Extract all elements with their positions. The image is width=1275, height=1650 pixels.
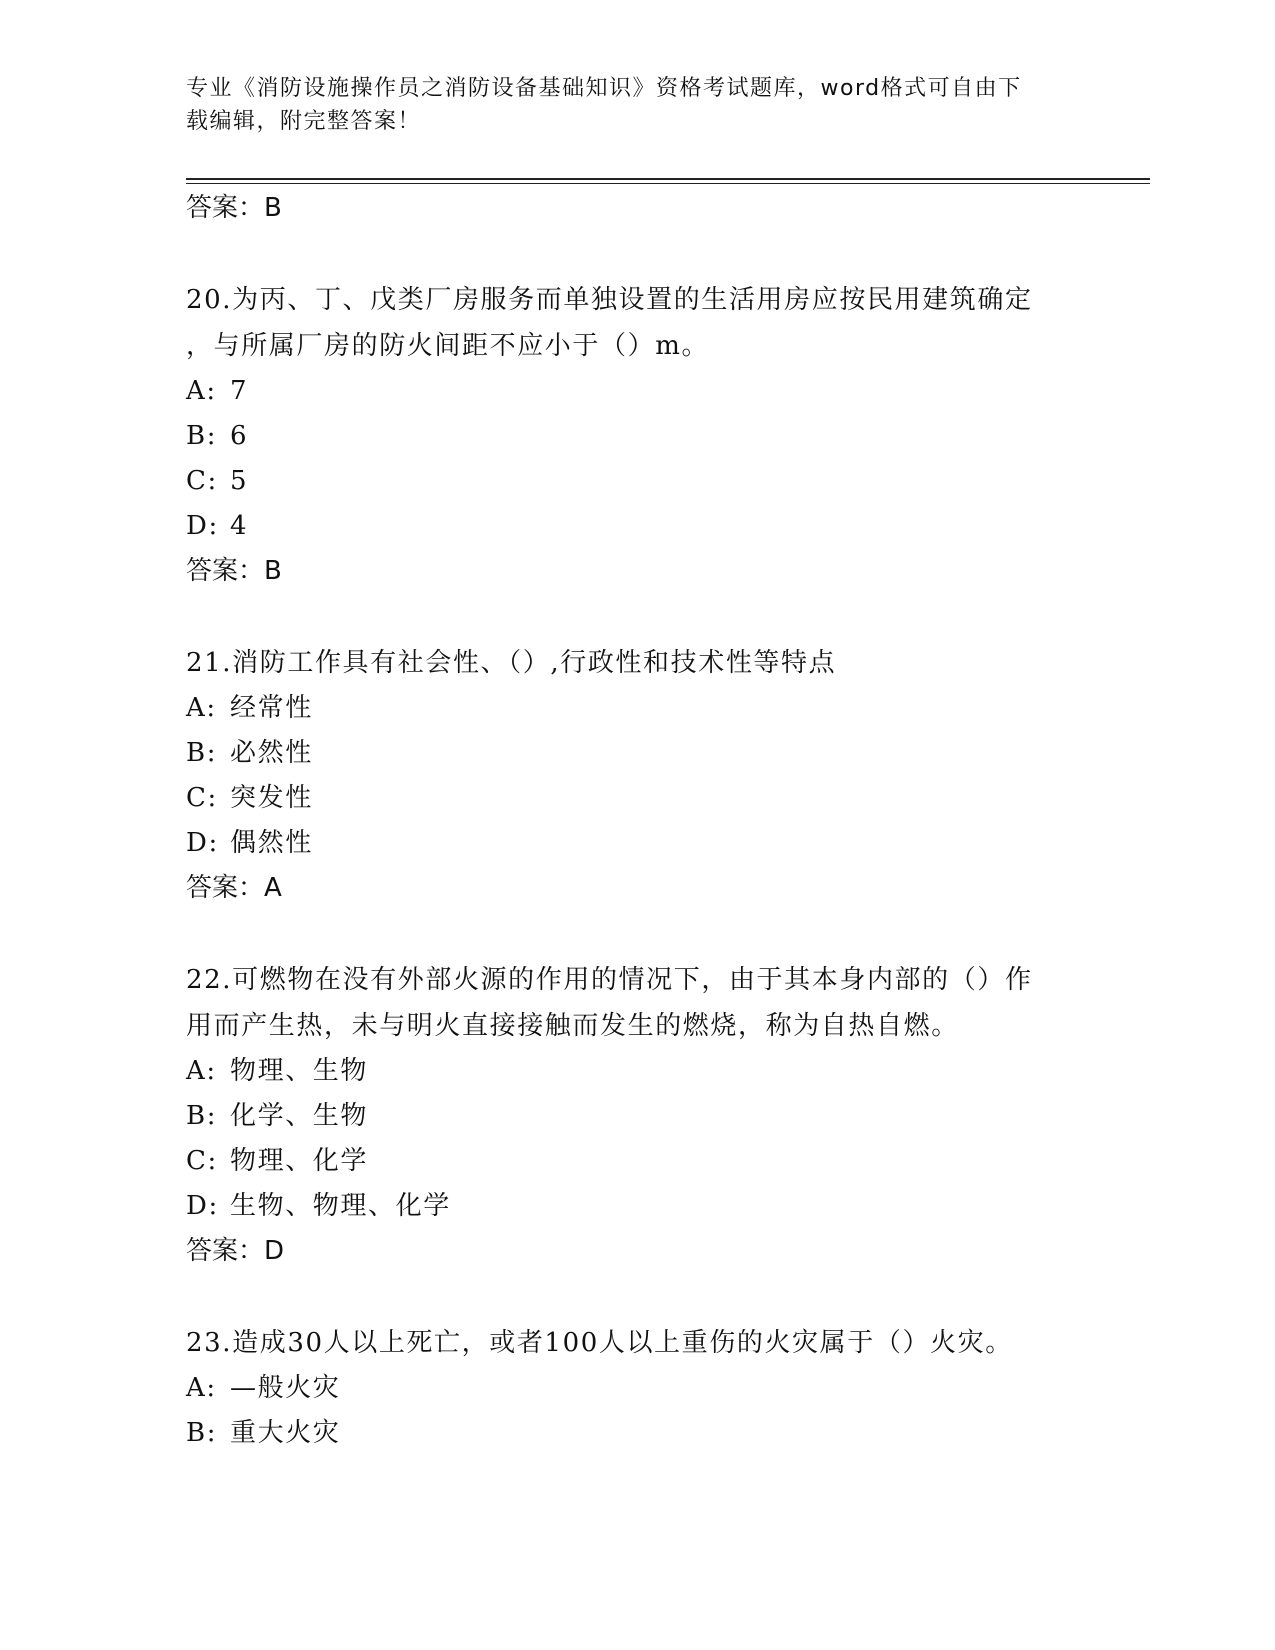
header-line-1: 专业《消防设施操作员之消防设备基础知识》资格考试题库，word格式可自由下	[186, 76, 1022, 101]
option-d: D: 生物、物理、化学	[186, 1191, 451, 1221]
option-a: A: 经常性	[186, 693, 313, 723]
option-b: B: 必然性	[186, 738, 313, 768]
question-22	[186, 957, 1086, 1274]
question-text: 22.可燃物在没有外部火源的作用的情况下，由于其本身内部的（）作	[186, 965, 1033, 995]
header-line-2: 载编辑，附完整答案！	[186, 109, 422, 134]
question-text: 20.为丙、丁、戊类厂房服务而单独设置的生活用房应按民用建筑确定	[186, 285, 1033, 315]
option-a: A: 7	[186, 376, 249, 406]
option-c: C: 物理、化学	[186, 1146, 369, 1176]
question-list	[186, 186, 1086, 1456]
option-a: A: 物理、生物	[186, 1056, 369, 1086]
header-divider-thin	[186, 183, 1150, 184]
option-d: D: 4	[186, 511, 249, 541]
answer-line: 答案：A	[186, 873, 282, 903]
option-c: C: 5	[186, 466, 249, 496]
document-header	[186, 72, 1086, 138]
question-21	[186, 640, 1086, 911]
answer-line: 答案：D	[186, 1236, 285, 1266]
option-b: B: 化学、生物	[186, 1101, 369, 1131]
question-text-cont: ，与所属厂房的防火间距不应小于（）m。	[186, 331, 710, 361]
option-a: A: —般火灾	[186, 1373, 341, 1403]
answer-line: 答案：B	[186, 193, 282, 223]
question-20	[186, 277, 1086, 594]
option-c: C: 突发性	[186, 783, 313, 813]
header-divider	[186, 178, 1150, 180]
question-text-cont: 用而产生热，未与明火直接接触而发生的燃烧，称为自热自燃。	[186, 1011, 959, 1041]
option-b: B: 重大火灾	[186, 1418, 341, 1448]
question-text: 23.造成30人以上死亡，或者100人以上重伤的火灾属于（）火灾。	[186, 1328, 1013, 1358]
question-text: 21.消防工作具有社会性、（）,行政性和技术性等特点	[186, 648, 837, 678]
answer-line: 答案：B	[186, 556, 282, 586]
question-23	[186, 1320, 1086, 1456]
option-d: D: 偶然性	[186, 828, 313, 858]
option-b: B: 6	[186, 421, 249, 451]
